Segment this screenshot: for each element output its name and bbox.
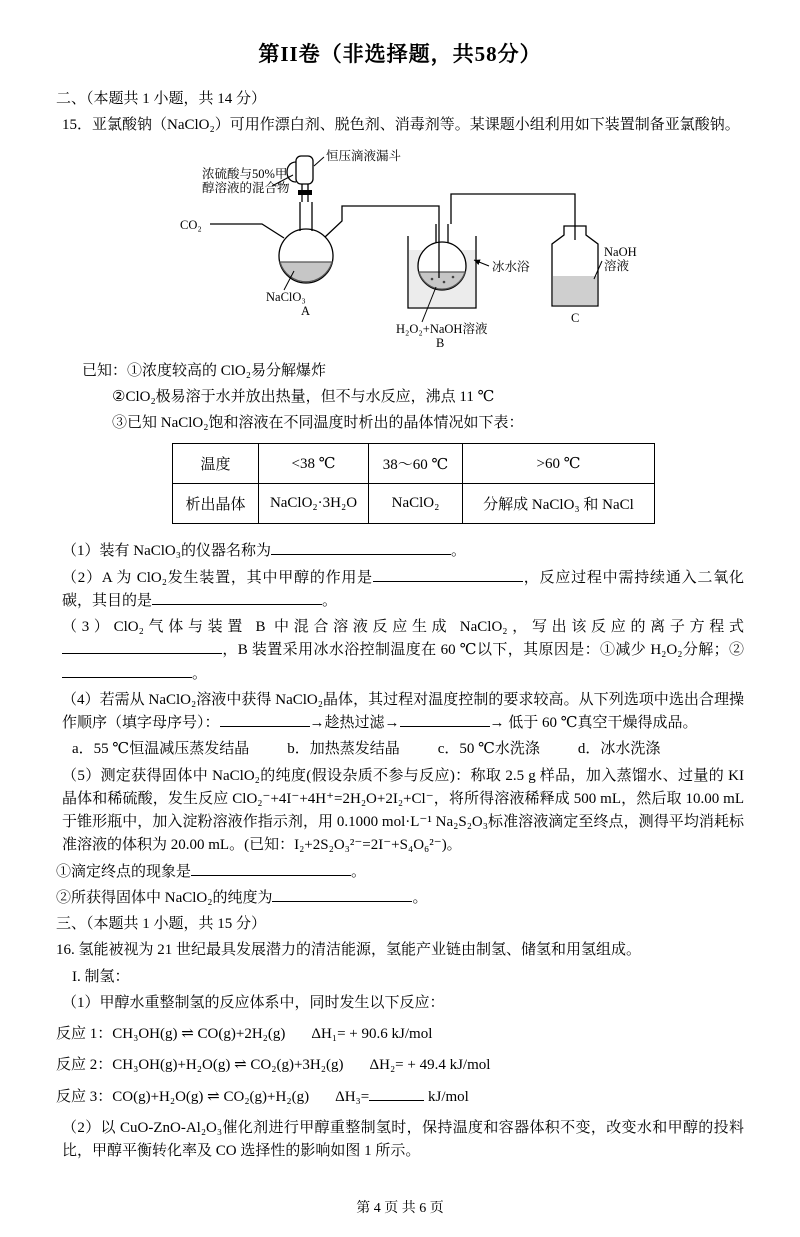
apparatus-diagram xyxy=(174,144,744,357)
reaction-enthalpy: ΔH₃= xyxy=(335,1088,370,1105)
table-cell: >60 ℃ xyxy=(463,444,655,484)
question-15-4-options xyxy=(56,738,744,761)
reaction-1 xyxy=(56,1023,744,1046)
table-cell: <38 ℃ xyxy=(259,444,369,484)
reaction-enthalpy-unit: kJ/mol xyxy=(424,1088,469,1105)
question-text: （1）装有 NaClO₃的仪器名称为 xyxy=(62,543,271,560)
question-16-intro: 16. 氢能被视为 21 世纪最具发展潜力的清洁能源，氢能产业链由制氢、储氢和用氢组成。 xyxy=(56,942,642,959)
question-text: （3）ClO₂气体与装置 B 中混合溶液反应生成 NaClO₂，写出该反应的离子方程式 xyxy=(62,619,744,635)
question-text: → 低于 60 ℃真空干燥得成品。 xyxy=(489,715,698,731)
reaction-3 xyxy=(56,1086,744,1109)
table-cell: 分解成 NaClO₃ 和 NaCl xyxy=(463,484,655,524)
table-cell: NaClO₂·3H₂O xyxy=(259,484,369,524)
reaction-equation: 反应 2：CH₃OH(g)+H₂O(g) ⇌ CO₂(g)+3H₂(g) xyxy=(56,1057,344,1074)
question-15-1 xyxy=(56,540,744,563)
answer-blank xyxy=(373,567,523,582)
question-15-5-2 xyxy=(56,887,744,910)
table-cell: 温度 xyxy=(173,444,259,484)
question-16-part1: I. 制氢： xyxy=(72,968,130,985)
answer-blank xyxy=(271,540,451,555)
naoh-label-line2: 溶液 xyxy=(604,258,630,273)
naclo3-label: NaClO₃ xyxy=(266,289,306,304)
ice-bath-label: 冰水浴 xyxy=(492,259,530,274)
section2-header: 二、（本题共 1 小题，共 14 分） xyxy=(56,91,267,107)
question-15-intro: 15．亚氯酸钠（NaClO₂）可用作漂白剂、脱色剂、消毒剂等。某课题小组利用如下装置制备亚氯酸钠。 xyxy=(62,117,740,134)
answer-blank xyxy=(191,861,351,876)
flask-b xyxy=(418,242,466,290)
table-row xyxy=(173,484,655,524)
question-text: 。 xyxy=(351,863,367,880)
question-15-4 xyxy=(56,689,744,736)
flask-b-label: B xyxy=(436,335,445,350)
question-text: →趁热过滤→ xyxy=(309,715,400,731)
reaction-2 xyxy=(56,1054,744,1077)
answer-blank xyxy=(272,887,412,902)
answer-blank xyxy=(400,712,490,727)
h2o2-naoh-label: H₂O₂+NaOH溶液 xyxy=(396,321,488,336)
crystal-table xyxy=(172,443,655,524)
funnel-label: 恒压滴液漏斗 xyxy=(326,148,402,163)
reaction-equation: 反应 1：CH₃OH(g) ⇌ CO(g)+2H₂(g) xyxy=(56,1026,286,1042)
page-footer: 第 4 页 共 6 页 xyxy=(356,1201,444,1217)
co2-label: CO₂ xyxy=(180,217,202,232)
reaction-enthalpy: ΔH₁= + 90.6 kJ/mol xyxy=(311,1026,433,1042)
option-a: a．55 ℃恒温减压蒸发结晶 xyxy=(72,741,250,758)
question-text: ①滴定终点的现象是 xyxy=(56,863,192,880)
flask-a xyxy=(279,229,333,283)
question-text: 。 xyxy=(450,543,466,560)
page-title: 第II卷（非选择题，共58分） xyxy=(258,42,542,66)
naoh-label-line1: NaOH xyxy=(604,244,637,259)
question-text: ，B 装置采用冰水浴控制温度在 60 ℃以下，其原因是：①减少 H₂O₂分解；② xyxy=(222,642,744,659)
apparatus-svg xyxy=(174,144,644,352)
question-text: ，反应过程中需持续通入二氧化碳，其目的是 xyxy=(62,569,744,609)
answer-blank xyxy=(62,663,192,678)
answer-blank xyxy=(369,1086,424,1101)
reaction-equation: 反应 3：CO(g)+H₂O(g) ⇌ CO₂(g)+H₂(g) xyxy=(56,1088,310,1105)
question-15-5-1 xyxy=(56,861,744,884)
table-cell: 38～60 ℃ xyxy=(369,444,463,484)
question-text: ②所获得固体中 NaClO₂的纯度为 xyxy=(56,889,273,906)
question-15-5: （5）测定获得固体中 NaClO₂的纯度(假设杂质不参与反应)：称取 2.5 g 样品，加入蒸馏水、过量的 KI 晶体和稀硫酸，发生反应 ClO₂⁻+4I⁻+4H⁺=2H₂O+2I₂+Cl⁻，将所得溶液稀释成 500 mL，然后取 10.00 mL 于锥形瓶中，加入淀粉溶液作指示剂，用 0.1000 mol·L⁻¹ Na₂S₂O₃标准溶液滴定至终点，测得平均消耗标准溶液的体积为 20.00 mL。(已知：I₂+2S₂O₃²⁻=2I⁻+S₄O₆²⁻)。 xyxy=(62,767,744,854)
question-text: 。 xyxy=(322,592,338,609)
option-c: c．50 ℃水洗涤 xyxy=(437,741,540,758)
question-text: 。 xyxy=(412,889,428,906)
reaction-enthalpy: ΔH₂= + 49.4 kJ/mol xyxy=(369,1057,491,1074)
table-row xyxy=(173,444,655,484)
question-text: （4）若需从 NaClO₂溶液中获得 NaClO₂晶体，其过程对温度控制的要求较高。从下列选项中选出合理操作顺序（填字母序号）： xyxy=(62,691,744,731)
answer-blank xyxy=(220,712,310,727)
mixture-label-line1: 浓硫酸与50%甲 xyxy=(202,166,288,181)
question-15-2 xyxy=(56,567,744,614)
question-16-2: （2）以 CuO-ZnO-Al₂O₃催化剂进行甲醇重整制氢时，保持温度和容器体积不变，改变水和甲醇的投料比，甲醇平衡转化率及 CO 选择性的影响如图 1 所示。 xyxy=(62,1119,744,1159)
flask-a-label: A xyxy=(301,303,311,318)
table-cell: 析出晶体 xyxy=(173,484,259,524)
answer-blank xyxy=(152,590,322,605)
option-b: b．加热蒸发结晶 xyxy=(287,741,400,758)
question-text: （2）A 为 ClO₂发生装置，其中甲醇的作用是 xyxy=(62,569,373,586)
question-text: 。 xyxy=(192,665,208,682)
bottle-c-label: C xyxy=(571,310,580,325)
question-15-3 xyxy=(56,616,744,686)
known-line3: ③已知 NaClO₂饱和溶液在不同温度时析出的晶体情况如下表： xyxy=(112,415,524,431)
mixture-label-line2: 醇溶液的混合物 xyxy=(202,180,290,195)
dropping-funnel-icon xyxy=(287,156,313,202)
known-line1: 已知：①浓度较高的 ClO₂易分解爆炸 xyxy=(82,362,326,379)
section3-header: 三、（本题共 1 小题，共 15 分） xyxy=(56,916,267,932)
known-line2: ②ClO₂极易溶于水并放出热量，但不与水反应，沸点 11 ℃ xyxy=(112,388,495,405)
table-cell: NaClO₂ xyxy=(369,484,463,524)
option-d: d．冰水洗涤 xyxy=(577,741,661,758)
answer-blank xyxy=(62,639,222,654)
question-16-1-label: （1）甲醇水重整制氢的反应体系中，同时发生以下反应： xyxy=(62,994,445,1011)
